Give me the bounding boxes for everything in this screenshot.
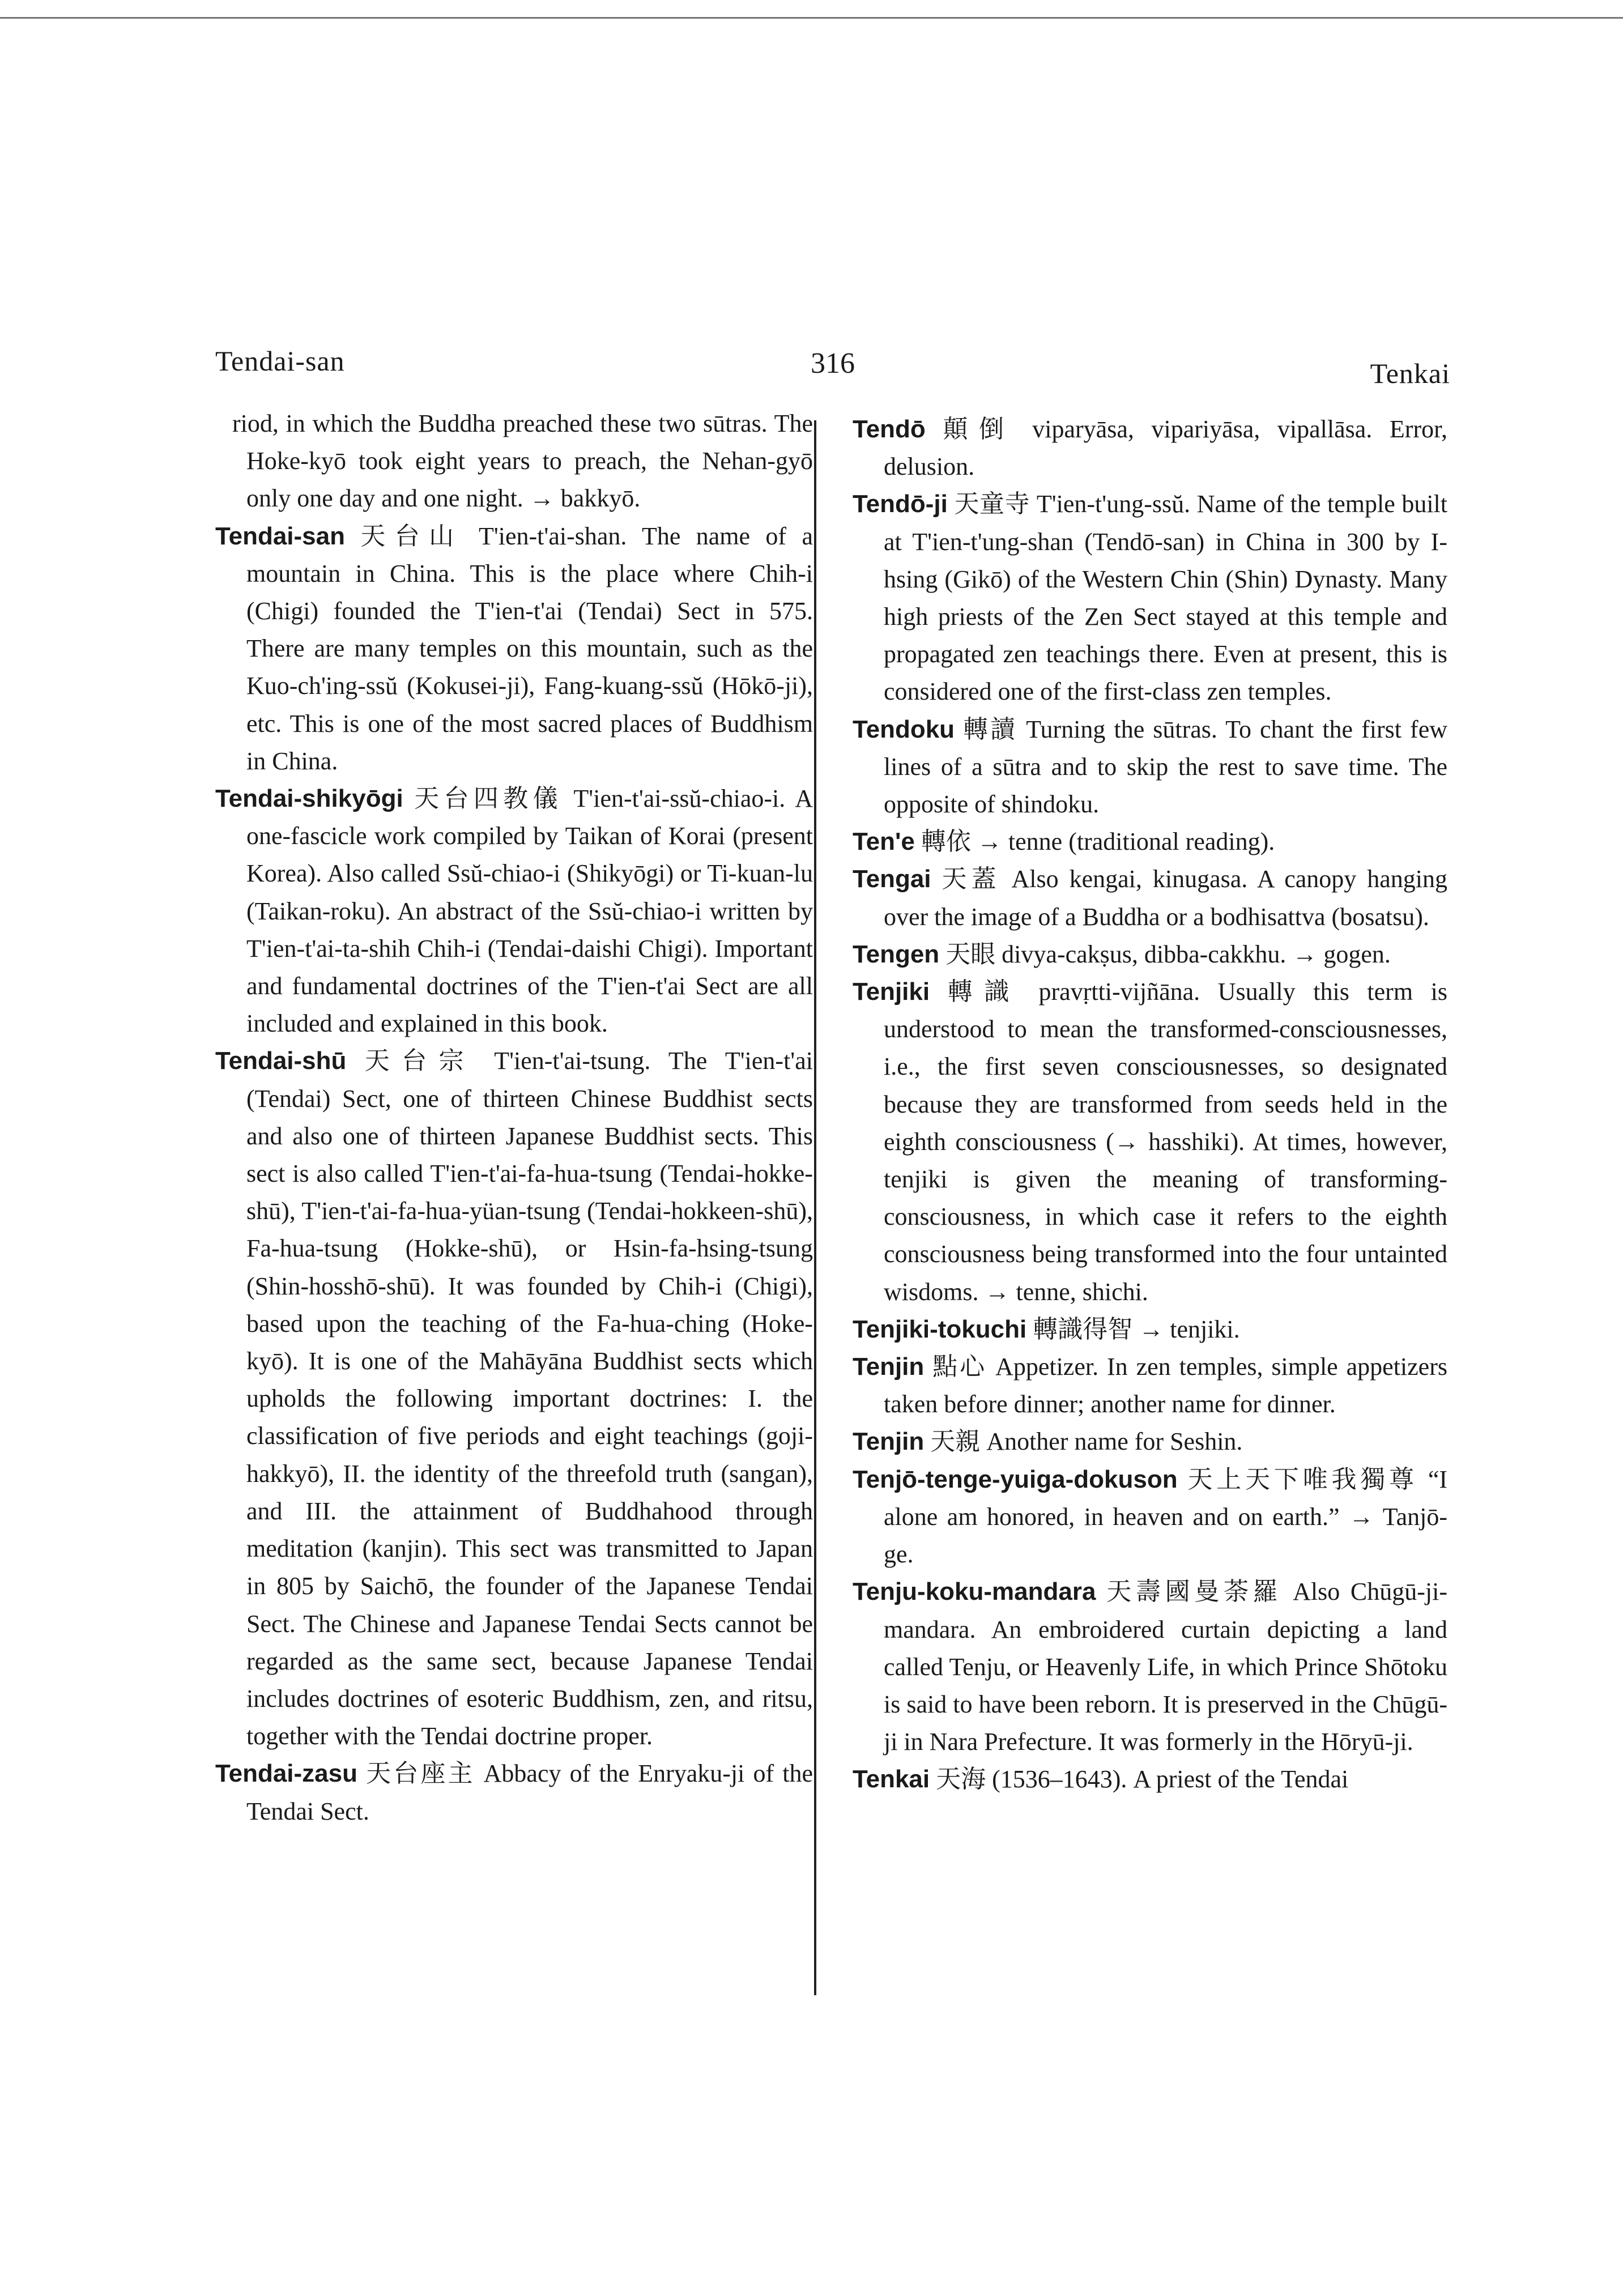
dictionary-entry [853,823,1447,861]
entry-text: 天台四教儀 T'ien-t'ai-ssŭ-chiao-i. A one-fascicle work compiled by Taikan of Korai (present Korea). Also called Ssŭ-chiao-i (Shikyōgi) or Ti-kuan-lu (Taikan-roku). An abstract of the Ssŭ-chiao-i written by T'ien-t'ai-ta-shih Chih-i (Tendai-daishi Chigi). Important and fundamental doctrines of the T'ien-t'ai Sect are all included and explained in this book. [246,785,813,1038]
dictionary-entry [215,780,813,1042]
dictionary-entry [853,1348,1447,1423]
page-header [215,334,1450,397]
entry-headword: Tendoku [853,715,955,743]
dictionary-entry [853,1761,1447,1798]
entry-headword: Tenjiki-tokuchi [853,1315,1027,1343]
entry-text: 天蓋 Also kengai, kinugasa. A canopy hanging over the image of a Buddha or a bodhisattva (bosatsu). [884,865,1448,931]
dictionary-entry [853,1423,1447,1460]
entry-headword: Tendō-ji [853,490,948,518]
entry-headword: Tengen [853,940,940,968]
dictionary-entry [853,861,1447,935]
entry-text: 天海 (1536–1643). A priest of the Tendai [936,1765,1349,1794]
entry-headword: Tendai-zasu [215,1760,358,1788]
entry-text: 天台宗 T'ien-t'ai-tsung. The T'ien-t'ai (Tendai) Sect, one of thirteen Chinese Buddhist sects and also one of thirteen Japanese Buddhist sects. This sect is also called T'ien-t'ai-fa-hua-tsung (Tendai-hokke-shū), T'ien-t'ai-fa-hua-yüan-tsung (Tendai-hokkeen-shū), Fa-hua-tsung (Hokke-shū), or Hsin-fa-hsing-tsung (Shin-hosshō-shū). It was founded by Chih-i (Chigi), based upon the teaching of the Fa-hua-ching (Hoke-kyō). It is one of the Mahāyāna Buddhist sects which upholds the following important doctrines: I. the classification of five periods and eight teachings (goji-hakkyō), II. the identity of the threefold truth (sangan), and III. the attainment of Buddhahood through meditation (kanjin). This sect was transmitted to Japan in 805 by Saichō, the founder of the Japanese Tendai Sect. The Chinese and Japanese Tendai Sects cannot be regarded as the same sect, because Japanese Tendai includes doctrines of esoteric Buddhism, zen, and ritsu, together with the Tendai doctrine proper. [246,1047,813,1750]
dictionary-entry [215,1755,813,1830]
entry-headword: Tendai-san [215,522,346,550]
entry-headword: Tenkai [853,1765,930,1794]
entry-headword: Tendai-shū [215,1047,347,1075]
dictionary-entry [853,973,1447,1311]
page-number: 316 [811,347,855,380]
entry-headword: Tenjin [853,1353,925,1381]
entry-headword: Tenju-koku-mandara [853,1578,1096,1606]
dictionary-entry [853,485,1447,710]
entry-text: 轉識得智 → tenjiki. [1033,1315,1240,1343]
entry-headword: Tenjō-tenge-yuiga-dokuson [853,1465,1178,1493]
entry-text: 天壽國曼荼羅 Also Chūgū-ji-mandara. An embroidered curtain depicting a land called Tenju, or Heavenly Life, in which Prince Shōtoku is said to have been reborn. It is preserved in the Chūgū-ji in Nara Prefecture. It was formerly in the Hōryū-ji. [884,1578,1447,1756]
entry-text: 天眼 divya-cakṣus, dibba-cakkhu. → gogen. [945,940,1391,968]
entry-headword: Tendō [853,415,926,443]
entry-text: 天台座主 Abbacy of the Enryaku-ji of the Tendai Sect. [246,1760,813,1825]
right-guide-word: Tenkai [1370,357,1450,389]
dictionary-entry [215,518,813,780]
column-divider [814,420,816,1995]
entry-headword: Tengai [853,865,931,893]
entry-headword: Ten'e [853,828,915,856]
entry-text: 天童寺 T'ien-t'ung-ssŭ. Name of the temple built at T'ien-t'ung-shan (Tendō-san) in China in 300 by I-hsing (Gikō) of the Western Chin (Shin) Dynasty. Many high priests of the Zen Sect stayed at this temple and propagated zen teachings there. Even at present, this is considered one of the first-class zen temples. [884,490,1447,706]
right-column [853,411,1447,1799]
entry-headword: Tenjiki [853,978,930,1006]
entry-headword: Tendai-shikyōgi [215,785,403,813]
dictionary-entry [215,1042,813,1755]
scan-top-rule [0,17,1623,19]
continuation-paragraph: riod, in which the Buddha preached these two sūtras. The Hoke-kyō took eight years to preach, the Nehan-gyō only one day and one night. → bakkyō. [232,410,813,513]
dictionary-entry [853,936,1447,973]
dictionary-entry [853,1311,1447,1348]
entry-text: 天台山 T'ien-t'ai-shan. The name of a mountain in China. This is the place where Chih-i (Chigi) founded the T'ien-t'ai (Tendai) Sect in 575. There are many temples on this mountain, such as the Kuo-ch'ing-ssŭ (Kokusei-ji), Fang-kuang-ssŭ (Hōkō-ji), etc. This is one of the most sacred places of Buddhism in China. [246,522,813,775]
entry-headword: Tenjin [853,1428,925,1456]
dictionary-entry [853,1461,1447,1574]
entry-text: 天上天下唯我獨尊 “I alone am honored, in heaven and on earth.” → Tanjō-ge. [884,1465,1448,1569]
entry-text: 轉識 pravṛtti-vijñāna. Usually this term is understood to mean the transformed-consciousnesses, i.e., the first seven consciousnesses, so designated because they are transformed from seeds held in the eighth consciousness (→ hasshiki). At times, however, tenjiki is given the meaning of transforming-consciousness, in which case it refers to the eighth consciousness being transformed into the four untainted wisdoms. → tenne, shichi. [884,978,1447,1306]
dictionary-entry [853,1573,1447,1761]
left-column [215,405,813,1830]
entry-text: 天親 Another name for Seshin. [930,1428,1243,1456]
entry-text: 轉依 → tenne (traditional reading). [921,828,1275,856]
dictionary-entry [853,711,1447,824]
entry-text: 轉讀 Turning the sūtras. To chant the first few lines of a sūtra and to skip the rest to save time. The opposite of shindoku. [884,715,1448,819]
left-guide-word: Tendai-san [215,345,345,377]
entry-text: 點心 Appetizer. In zen temples, simple appetizers taken before dinner; another name for dinner. [884,1353,1447,1419]
dictionary-entry [853,411,1447,485]
entry-text: 顛倒 viparyāsa, vipariyāsa, vipallāsa. Error, delusion. [884,415,1448,481]
